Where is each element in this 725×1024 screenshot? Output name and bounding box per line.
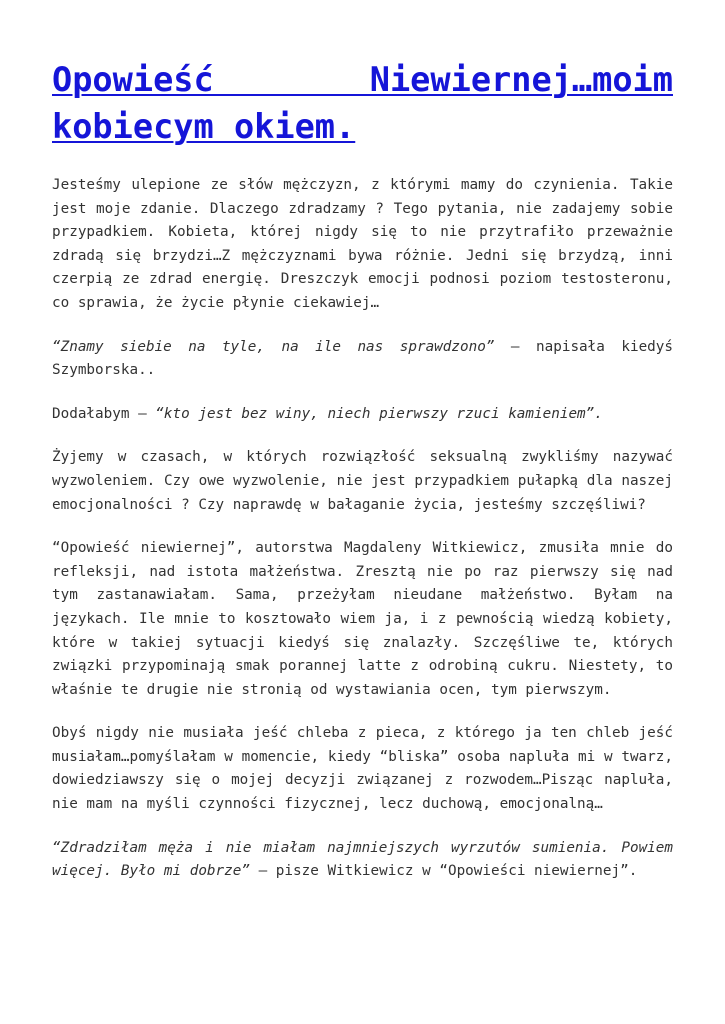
article: [52, 0, 673, 904]
paragraph-times: Żyjemy w czasach, w których rozwiązłość seksualną zwykliśmy nazywać wyzwoleniem. Czy owe wyzwolenie, nie jest przypadkiem pułapką dla naszej emocjonalności ? Czy naprawdę w bałaganie życia, jesteśmy szczęśliwi?: [52, 449, 673, 513]
witkiewicz-attribution: – pisze Witkiewicz w “Opowieści niewiernej”.: [249, 863, 638, 880]
paragraph-bread: Obyś nigdy nie musiała jeść chleba z pieca, z którego ja ten chleb jeść musiałam…pomyślałam w momencie, kiedy “bliska” osoba napluła mi w twarz, dowiedziawszy się o mojej decyzji związanej z rozwodem…Pisząc napluła, nie mam na myśli czynności fizycznej, lecz duchową, emocjonalną…: [52, 725, 673, 813]
paragraph-witkiewicz-quote: [52, 837, 673, 884]
paragraph-addition: [52, 403, 673, 427]
szymborska-attribution: – napisała kiedyś Szymborska..: [52, 338, 674, 379]
article-title: [52, 56, 673, 150]
szymborska-quote: “Znamy siebie na tyle, na ile nas sprawdzono”: [52, 338, 495, 355]
paragraph-book: “Opowieść niewiernej”, autorstwa Magdaleny Witkiewicz, zmusiła mnie do refleksji, nad istota małżeństwa. Zresztą nie po raz pierwszy się nad tym zastanawiałam. Sama, przeżyłam nieudane małżeństwo. Byłam na językach. Ile mnie to kosztowało wiem ja, i z pewnością wiedzą kobiety, które w takiej sytuacji kiedyś się znalazły. Szczęśliwe te, których związki przypominają smak porannej latte z odrobiną cukru. Niestety, to właśnie te drugie nie stronią od wystawiania ocen, tym pierwszym.: [52, 540, 673, 698]
addition-quote: “kto jest bez winy, niech pierwszy rzuci kamieniem”.: [155, 405, 603, 422]
article-title-link[interactable]: Opowieść Niewiernej…moim kobiecym okiem.: [52, 60, 673, 146]
witkiewicz-quote: “Zdradziłam męża i nie miałam najmniejszych wyrzutów sumienia. Powiem więcej. Było mi dobrze”: [52, 839, 673, 880]
paragraph-intro: Jesteśmy ulepione ze słów mężczyzn, z którymi mamy do czynienia. Takie jest moje zdanie. Dlaczego zdradzamy ? Tego pytania, nie zadajemy sobie przypadkiem. Kobieta, której nigdy się to nie przytrafiło przeważnie zdradą się brzydzi…Z mężczyznami bywa różnie. Jedni się brzydzą, inni czerpią ze zdrad energię. Dreszczyk emocji podnosi poziom testosteronu, co sprawia, że życie płynie ciekawiej…: [52, 177, 673, 311]
paragraph-szymborska-quote: [52, 336, 673, 383]
addition-lead: Dodałabym –: [52, 405, 156, 422]
